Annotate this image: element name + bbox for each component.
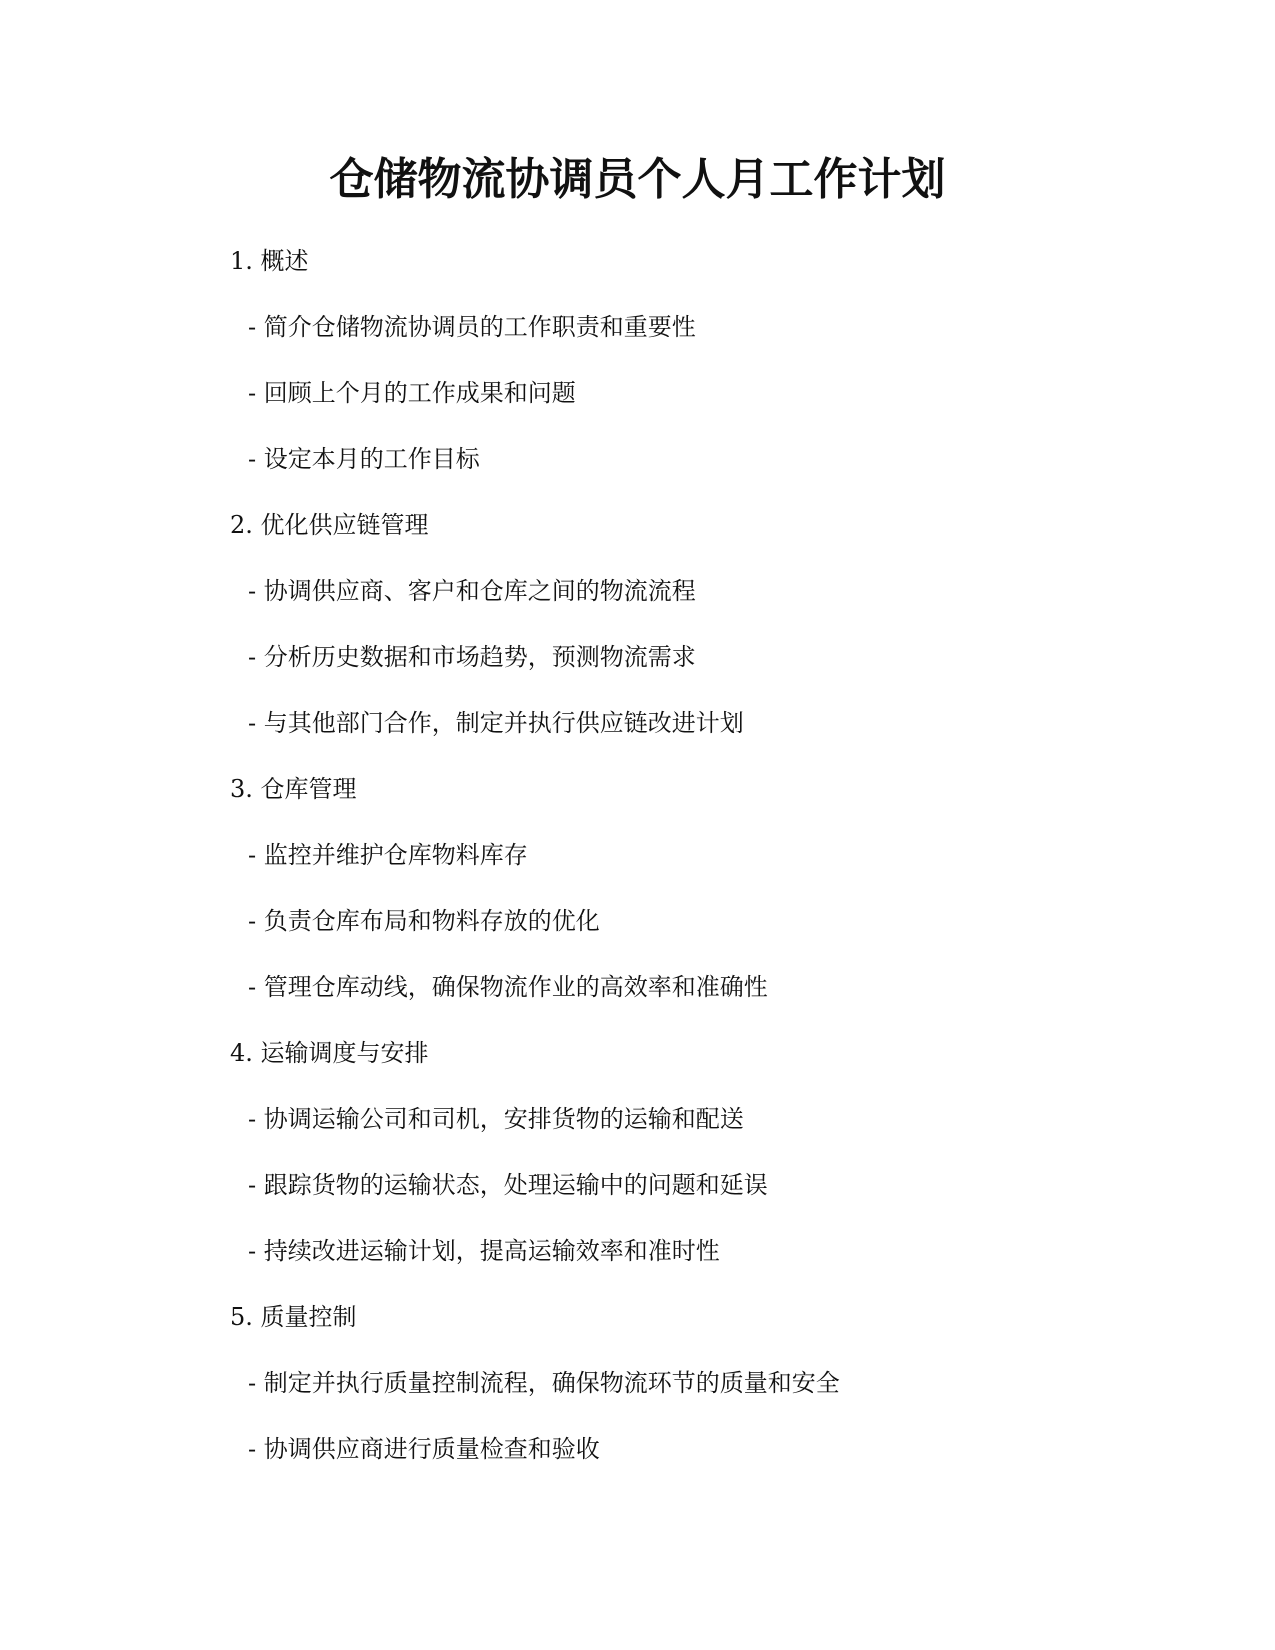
list-item: - 回顾上个月的工作成果和问题 — [248, 379, 576, 407]
section-heading: 1. 概述 — [230, 247, 309, 275]
list-item: - 持续改进运输计划，提高运输效率和准时性 — [248, 1237, 720, 1265]
section-heading: 4. 运输调度与安排 — [230, 1039, 429, 1067]
list-item: - 协调供应商、客户和仓库之间的物流流程 — [248, 577, 696, 605]
list-item: - 与其他部门合作，制定并执行供应链改进计划 — [248, 709, 744, 737]
list-item: - 监控并维护仓库物料库存 — [248, 841, 528, 869]
list-item: - 协调供应商进行质量检查和验收 — [248, 1435, 600, 1463]
list-item: - 负责仓库布局和物料存放的优化 — [248, 907, 600, 935]
list-item: - 分析历史数据和市场趋势，预测物流需求 — [248, 643, 696, 671]
list-item: - 设定本月的工作目标 — [248, 445, 480, 473]
section-heading: 2. 优化供应链管理 — [230, 511, 429, 539]
list-item: - 简介仓储物流协调员的工作职责和重要性 — [248, 313, 696, 341]
document-title: 仓储物流协调员个人月工作计划 — [329, 154, 946, 205]
section-heading: 3. 仓库管理 — [230, 775, 357, 803]
list-item: - 跟踪货物的运输状态，处理运输中的问题和延误 — [248, 1171, 768, 1199]
list-item: - 制定并执行质量控制流程，确保物流环节的质量和安全 — [248, 1369, 840, 1397]
document-body — [230, 244, 1130, 1498]
section-heading: 5. 质量控制 — [230, 1303, 357, 1331]
list-item: - 协调运输公司和司机，安排货物的运输和配送 — [248, 1105, 744, 1133]
list-item: - 管理仓库动线，确保物流作业的高效率和准确性 — [248, 973, 768, 1001]
